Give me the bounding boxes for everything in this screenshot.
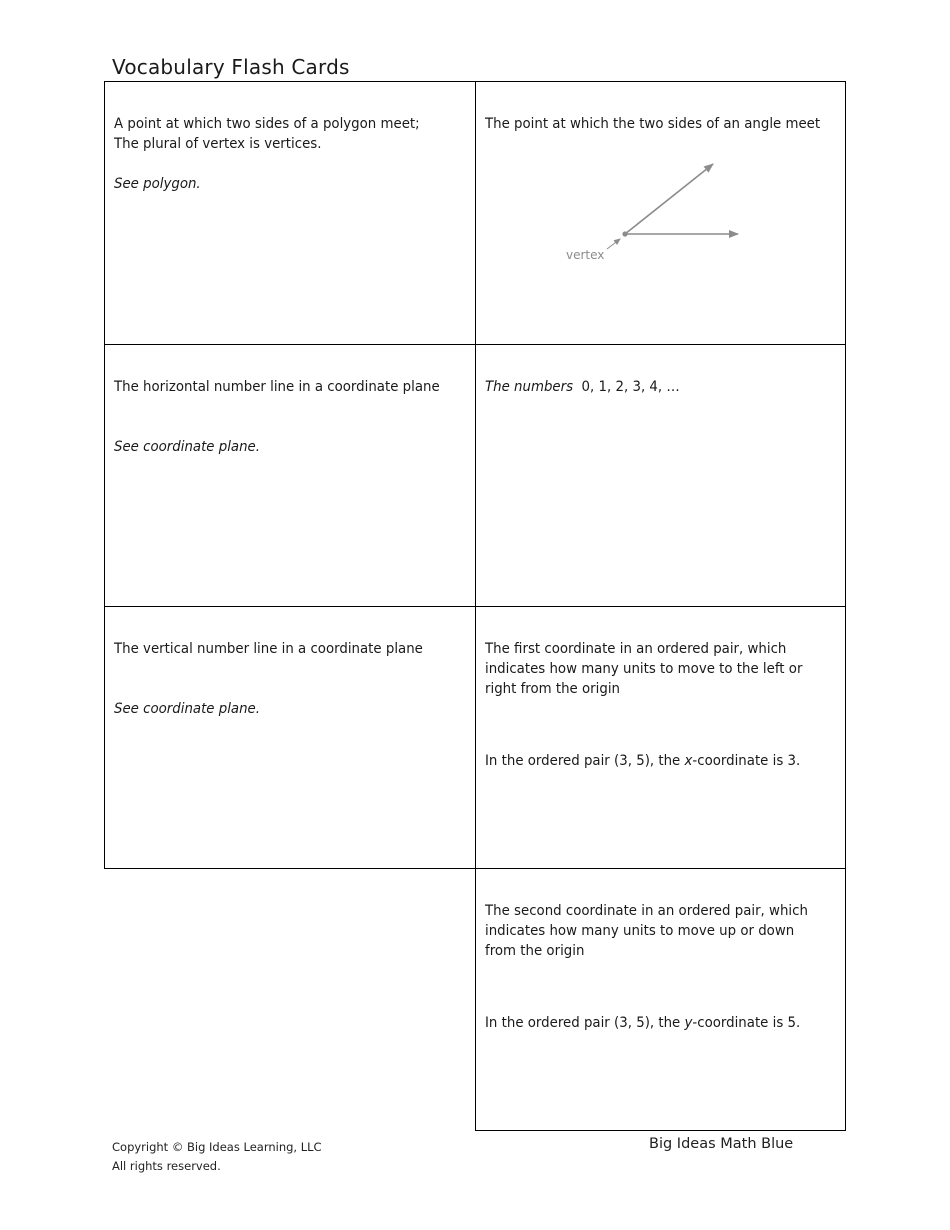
card-vertex-polygon — [104, 81, 476, 345]
see-also-note: See polygon. — [114, 176, 201, 192]
card-definition: The vertical number line in a coordinate plane — [114, 641, 423, 657]
example-prefix: In the ordered pair — [485, 753, 615, 769]
coordinate-variable: y — [684, 1015, 693, 1031]
coordinate-variable: x — [684, 753, 693, 769]
card-y-coordinate — [475, 868, 846, 1131]
card-definition: The horizontal number line in a coordinate plane — [114, 379, 440, 395]
example-prefix: In the ordered pair — [485, 1015, 615, 1031]
card-definition — [485, 639, 835, 699]
card-x-axis — [104, 344, 476, 607]
rights-line: All rights reserved. — [112, 1159, 221, 1173]
footer-brand: Big Ideas Math Blue — [649, 1136, 794, 1152]
definition-line: The first coordinate in an ordered pair, which — [485, 641, 787, 657]
ordered-pair: (3, 5) — [614, 753, 650, 769]
card-example — [485, 1013, 835, 1033]
card-y-axis — [104, 606, 476, 869]
definition-line: right from the origin — [485, 681, 620, 697]
see-also-note: See coordinate plane. — [114, 439, 261, 455]
card-vertex-angle — [475, 81, 846, 345]
card-example — [485, 751, 835, 771]
angle-ray-upper — [625, 164, 713, 234]
card-x-coordinate — [475, 606, 846, 869]
see-also-note: See coordinate plane. — [114, 701, 261, 717]
vertex-label: vertex — [566, 248, 605, 262]
angle-diagram — [556, 154, 756, 274]
copyright-line: Copyright © Big Ideas Learning, LLC — [112, 1140, 322, 1154]
definition-line: indicates how many units to move up or down — [485, 923, 795, 939]
number-list: 0, 1, 2, 3, 4, … — [581, 379, 680, 395]
definition-line: The plural of vertex is vertices. — [114, 136, 322, 152]
definition-line: from the origin — [485, 943, 585, 959]
vertex-point — [622, 231, 627, 236]
definition-line: A point at which two sides of a polygon meet; — [114, 116, 420, 132]
card-definition — [485, 901, 835, 961]
footer-copyright — [112, 1138, 322, 1176]
definition-line: The second coordinate in an ordered pair, which — [485, 903, 808, 919]
example-suffix: -coordinate is 3. — [692, 753, 801, 769]
definition-line: indicates how many units to move to the left or — [485, 661, 803, 677]
page-title: Vocabulary Flash Cards — [112, 55, 350, 79]
example-mid: , the — [649, 753, 685, 769]
card-definition — [485, 377, 835, 397]
ordered-pair: (3, 5) — [614, 1015, 650, 1031]
card-definition — [114, 114, 464, 154]
card-whole-numbers — [475, 344, 846, 607]
example-mid: , the — [649, 1015, 685, 1031]
definition-prefix: The numbers — [485, 379, 574, 395]
vertex-pointer-arrow — [607, 239, 620, 249]
example-suffix: -coordinate is 5. — [692, 1015, 801, 1031]
card-definition: The point at which the two sides of an angle meet — [485, 116, 821, 132]
